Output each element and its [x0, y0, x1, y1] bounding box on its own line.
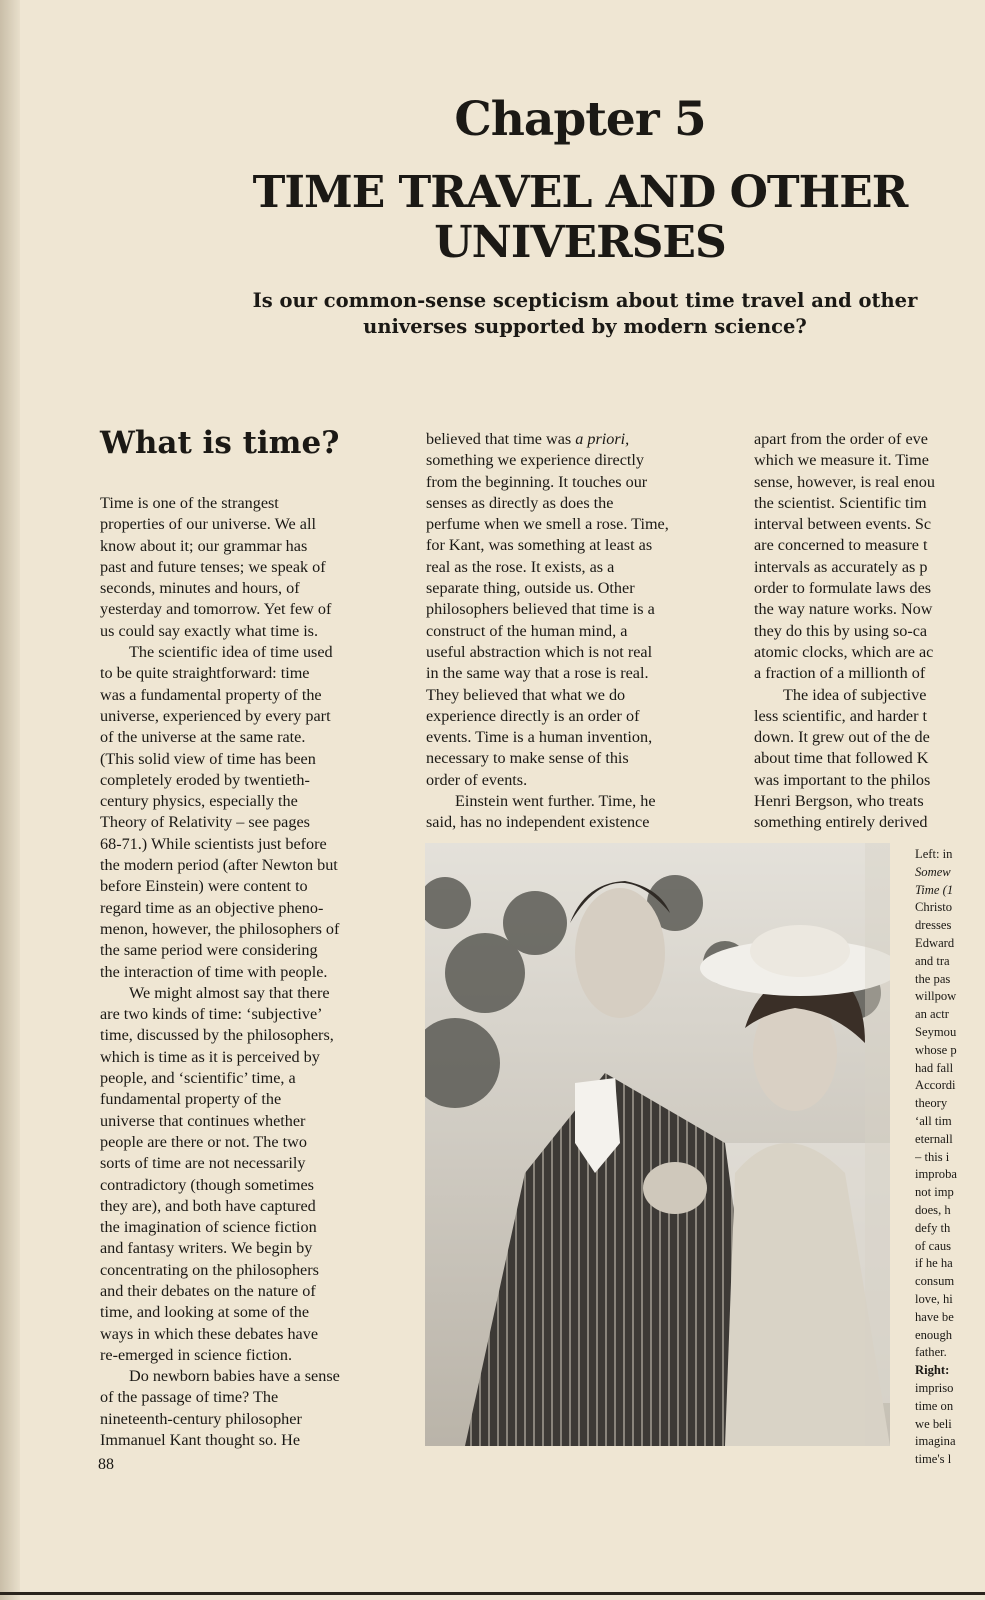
- text-line: universe that continues whether: [100, 1111, 306, 1130]
- caption-line: Christo: [915, 900, 953, 915]
- caption-line: eternall: [915, 1131, 953, 1146]
- caption-line: impriso: [915, 1380, 954, 1395]
- caption-line: Seymou: [915, 1024, 957, 1039]
- subtitle-line: universes supported by modern science?: [363, 315, 807, 338]
- text-line: separate thing, outside us. Other: [426, 579, 635, 598]
- caption-line: we beli: [915, 1416, 952, 1431]
- hands-pocket-watch: [643, 1162, 707, 1214]
- caption-line: [915, 1362, 985, 1380]
- text-line: was important to the philos: [754, 770, 931, 789]
- chapter-title-line: UNIVERSES: [434, 217, 726, 268]
- text-line: in the same way that a rose is real.: [426, 664, 649, 683]
- caption-italic: Time (1: [915, 882, 954, 897]
- text-line: the same period were considering: [100, 941, 318, 960]
- text-line: less scientific, and harder t: [754, 706, 928, 725]
- text-line: We might almost say that there: [129, 983, 330, 1002]
- text-line: Time is one of the strangest: [100, 494, 279, 512]
- text-line: completely eroded by twentieth-: [100, 770, 310, 789]
- text-line: the modern period (after Newton but: [100, 856, 338, 875]
- caption-line: willpow: [915, 989, 957, 1004]
- bottom-edge-rule: [0, 1592, 985, 1595]
- caption-line: Accordi: [915, 1078, 956, 1093]
- chapter-number: Chapter 5: [454, 92, 706, 147]
- caption-line: and tra: [915, 953, 950, 968]
- page-number: 88: [98, 1456, 114, 1473]
- text-line: [426, 429, 736, 450]
- text-line: useful abstraction which is not real: [426, 642, 653, 661]
- caption-line: the pas: [915, 971, 951, 986]
- text-line: us could say exactly what time is.: [100, 621, 319, 640]
- text-line: the scientist. Scientific tim: [754, 493, 927, 512]
- caption-line: defy th: [915, 1220, 951, 1235]
- text-line: and their debates on the nature of: [100, 1281, 316, 1300]
- text-line: seconds, minutes and hours, of: [100, 579, 300, 598]
- caption-line: does, h: [915, 1202, 951, 1217]
- text-column-2: [426, 429, 736, 834]
- caption-line: imagina: [915, 1434, 956, 1449]
- text-line: century physics, especially the: [100, 792, 298, 811]
- text-line: said, has no independent existence: [426, 813, 650, 832]
- text-line: contradictory (though sometimes: [100, 1175, 314, 1194]
- caption-line: ‘all tim: [915, 1113, 952, 1128]
- text-line: of the passage of time? The: [100, 1388, 279, 1407]
- text-line: Einstein went further. Time, he: [455, 792, 656, 811]
- text-line: which we measure it. Time: [754, 451, 929, 470]
- text-line: Do newborn babies have a sense: [129, 1367, 340, 1386]
- text-line: past and future tenses; we speak of: [100, 557, 326, 576]
- text-line: Theory of Relativity – see pages: [100, 813, 310, 832]
- text-line: and fantasy writers. We begin by: [100, 1239, 313, 1258]
- text-line: atomic clocks, which are ac: [754, 642, 934, 661]
- film-still-illustration: [425, 843, 890, 1446]
- text-line: concentrating on the philosophers: [100, 1260, 319, 1279]
- text-line: real as the rose. It exists, as a: [426, 557, 615, 576]
- text-line: are concerned to measure t: [754, 536, 928, 555]
- caption-line: [915, 864, 985, 882]
- text-line: people are there or not. The two: [100, 1132, 307, 1151]
- caption-italic: Somew: [915, 864, 951, 879]
- text-line: Immanuel Kant thought so. He: [100, 1431, 301, 1450]
- caption-line: an actr: [915, 1007, 949, 1022]
- caption-line: of caus: [915, 1238, 952, 1253]
- text-line: people, and ‘scientific’ time, a: [100, 1069, 296, 1088]
- text-line: events. Time is a human invention,: [426, 728, 653, 747]
- caption-line: had fall: [915, 1060, 954, 1075]
- text-line: sense, however, is real enou: [754, 472, 935, 491]
- text-line: time, and looking at some of the: [100, 1303, 310, 1322]
- caption-line: have be: [915, 1309, 954, 1324]
- text-line: they do this by using so-ca: [754, 621, 928, 640]
- chapter-title: [230, 168, 930, 268]
- text-line: before Einstein) were content to: [100, 877, 308, 896]
- caption-line: time on: [915, 1398, 954, 1413]
- text-line: Henri Bergson, who treats: [754, 792, 924, 811]
- photo-edge-shade: [865, 843, 890, 1446]
- text-line: senses as directly as does the: [426, 493, 614, 512]
- text-line: down. It grew out of the de: [754, 728, 930, 747]
- text-line: they are), and both have captured: [100, 1196, 316, 1215]
- text-line: re-emerged in science fiction.: [100, 1345, 293, 1364]
- caption-line: Left: in: [915, 847, 953, 861]
- text-line: menon, however, the philosophers of: [100, 919, 340, 938]
- text-line: The idea of subjective: [783, 685, 927, 704]
- text-line: ways in which these debates have: [100, 1324, 319, 1343]
- man-face: [575, 888, 665, 1018]
- subtitle-line: Is our common-sense scepticism about time travel and other: [252, 289, 918, 312]
- text-line: The scientific idea of time used: [129, 643, 333, 662]
- caption-line: Edward: [915, 935, 955, 950]
- text-line: interval between events. Sc: [754, 515, 932, 534]
- text-line: from the beginning. It touches our: [426, 472, 648, 491]
- caption-line: [915, 882, 985, 900]
- caption-line: improba: [915, 1167, 957, 1182]
- text-line: yesterday and tomorrow. Yet few of: [100, 600, 332, 619]
- film-still-photo: [425, 843, 890, 1446]
- caption-line: enough: [915, 1327, 953, 1342]
- text-line: regard time as an objective pheno-: [100, 898, 324, 917]
- text-line: nineteenth-century philosopher: [100, 1409, 302, 1428]
- text-line: something we experience directly: [426, 451, 644, 470]
- caption-line: time's l: [915, 1452, 952, 1467]
- photo-caption: [915, 846, 985, 1469]
- text-column-3: [754, 429, 985, 834]
- text-line: (This solid view of time has been: [100, 749, 316, 768]
- caption-line: father.: [915, 1345, 947, 1360]
- text-line: a fraction of a millionth of: [754, 664, 926, 683]
- caption-line: whose p: [915, 1042, 957, 1057]
- text-line: something entirely derived: [754, 813, 928, 832]
- text-line: of the universe at the same rate.: [100, 728, 306, 747]
- text-line: are two kinds of time: ‘subjective’: [100, 1005, 323, 1024]
- text-line: about time that followed K: [754, 749, 929, 768]
- caption-bold: Right:: [915, 1363, 950, 1378]
- text-run: believed that time was: [426, 430, 576, 448]
- text-line: order of events.: [426, 770, 528, 789]
- text-line: which is time as it is perceived by: [100, 1047, 320, 1066]
- text-line: time, discussed by the philosophers,: [100, 1026, 334, 1045]
- caption-line: if he ha: [915, 1256, 953, 1271]
- text-line: fundamental property of the: [100, 1090, 282, 1109]
- chapter-subtitle: [245, 288, 925, 340]
- text-line: construct of the human mind, a: [426, 621, 628, 640]
- text-line: to be quite straightforward: time: [100, 664, 310, 683]
- italic-term: a priori,: [575, 430, 630, 448]
- text-line: perfume when we smell a rose. Time,: [426, 515, 669, 534]
- text-line: the imagination of science fiction: [100, 1218, 317, 1237]
- page-gutter-shadow: [0, 0, 20, 1600]
- caption-line: dresses: [915, 918, 952, 933]
- text-line: 68-71.) While scientists just before: [100, 834, 327, 853]
- text-line: They believed that what we do: [426, 685, 626, 704]
- caption-line: – this i: [915, 1149, 950, 1164]
- text-line: for Kant, was something at least as: [426, 536, 653, 555]
- section-heading: What is time?: [100, 425, 340, 461]
- caption-line: not imp: [915, 1185, 954, 1200]
- text-line: sorts of time are not necessarily: [100, 1154, 306, 1173]
- text-line: was a fundamental property of the: [100, 685, 322, 704]
- woman-hat-crown: [750, 925, 850, 977]
- caption-line: love, hi: [915, 1291, 953, 1306]
- text-line: apart from the order of eve: [754, 430, 928, 448]
- text-line: properties of our universe. We all: [100, 515, 316, 534]
- text-line: know about it; our grammar has: [100, 536, 308, 555]
- chapter-title-line: TIME TRAVEL AND OTHER: [252, 167, 908, 218]
- caption-line: theory: [915, 1096, 948, 1111]
- text-line: the way nature works. Now: [754, 600, 933, 619]
- text-line: the interaction of time with people.: [100, 962, 328, 981]
- text-column-1: [100, 493, 412, 1451]
- text-line: philosophers believed that time is a: [426, 600, 655, 619]
- text-line: necessary to make sense of this: [426, 749, 629, 768]
- text-line: order to formulate laws des: [754, 579, 932, 598]
- text-line: intervals as accurately as p: [754, 557, 928, 576]
- caption-line: consum: [915, 1274, 955, 1289]
- text-line: experience directly is an order of: [426, 706, 640, 725]
- text-line: universe, experienced by every part: [100, 706, 331, 725]
